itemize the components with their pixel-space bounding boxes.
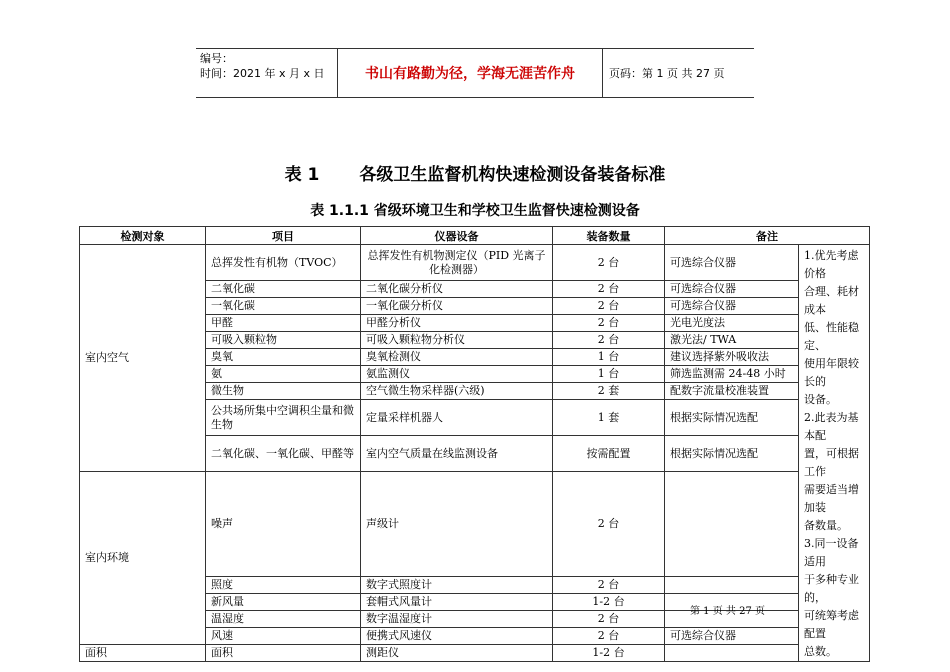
table-subtitle: 表 1.1.1 省级环境卫生和学校卫生监督快速检测设备: [310, 203, 640, 219]
note-line: 设备。: [804, 393, 837, 406]
table-row: [80, 645, 870, 662]
title-number: 表 1: [284, 165, 320, 185]
remark-cell: [665, 577, 799, 594]
remark-cell: 激光法/ TWA: [665, 332, 799, 349]
note-line: 置，可根据工作: [804, 447, 859, 478]
item-cell: 二氧化碳: [206, 281, 361, 298]
item-cell: 新风量: [206, 594, 361, 611]
item-cell: 可吸入颗粒物: [206, 332, 361, 349]
title-text: 各级卫生监督机构快速检测设备装备标准: [359, 165, 666, 185]
col-header-quantity: 装备数量: [553, 227, 665, 245]
quantity-cell: 2 套: [553, 383, 665, 400]
note-line: 总数。: [804, 645, 837, 658]
equipment-cell: 氨监测仪: [361, 366, 553, 383]
quantity-cell: 2 台: [553, 315, 665, 332]
table-row: [80, 472, 870, 577]
item-cell: 氨: [206, 366, 361, 383]
note-line: 1.优先考虑价格: [804, 249, 859, 280]
quantity-cell: 1-2 台: [553, 645, 665, 662]
table-header-row: [80, 227, 870, 245]
col-header-item: 项目: [206, 227, 361, 245]
quantity-cell: 1 套: [553, 400, 665, 436]
equipment-cell: 便携式风速仪: [361, 628, 553, 645]
equipment-cell: 声级计: [361, 472, 553, 577]
object-cell-area: 面积: [80, 645, 206, 662]
quantity-cell: 2 台: [553, 281, 665, 298]
document-title: [0, 160, 950, 185]
remark-cell: 可选综合仪器: [665, 281, 799, 298]
object-cell-indoor-environment: 室内环境: [80, 472, 206, 645]
object-cell-indoor-air: 室内空气: [80, 245, 206, 472]
quantity-cell: 2 台: [553, 628, 665, 645]
equipment-cell: 总挥发性有机物测定仪（PID 光离子化检测器）: [361, 245, 553, 281]
item-cell: 一氧化碳: [206, 298, 361, 315]
table-row: [80, 245, 870, 281]
note-line: 低、性能稳定、: [804, 321, 859, 352]
page-header: [196, 48, 754, 98]
code-label: 编号：: [200, 52, 233, 65]
remark-cell: 建议选择紫外吸收法: [665, 349, 799, 366]
col-header-object: 检测对象: [80, 227, 206, 245]
item-cell: 风速: [206, 628, 361, 645]
note-line: 备数量。: [804, 519, 848, 532]
note-line: 需要适当增加装: [804, 483, 859, 514]
quantity-cell: 1-2 台: [553, 594, 665, 611]
equipment-cell: 二氧化碳分析仪: [361, 281, 553, 298]
remark-cell: 可选综合仪器: [665, 245, 799, 281]
quantity-cell: 2 台: [553, 577, 665, 594]
equipment-cell: 定量采样机器人: [361, 400, 553, 436]
item-cell: 噪声: [206, 472, 361, 577]
note-line: 3.同一设备适用: [804, 537, 859, 568]
quantity-cell: 2 台: [553, 298, 665, 315]
item-cell: 温湿度: [206, 611, 361, 628]
col-header-remarks: 备注: [665, 227, 870, 245]
quantity-cell: 2 台: [553, 611, 665, 628]
item-cell: 面积: [206, 645, 361, 662]
quantity-cell: 2 台: [553, 245, 665, 281]
general-notes: [799, 245, 870, 662]
quantity-cell: 1 台: [553, 349, 665, 366]
header-page-label: 页码：第 1 页 共 27 页: [609, 67, 725, 80]
note-line: 使用年限较长的: [804, 357, 859, 388]
equipment-cell: 空气微生物采样器(六级): [361, 383, 553, 400]
remark-cell: 筛选监测需 24-48 小时: [665, 366, 799, 383]
equipment-cell: 一氧化碳分析仪: [361, 298, 553, 315]
note-line: 合理、耗材成本: [804, 285, 859, 316]
item-cell: 照度: [206, 577, 361, 594]
note-line: 于多种专业的，: [804, 573, 859, 604]
remark-cell: 光电光度法: [665, 315, 799, 332]
equipment-cell: 甲醛分析仪: [361, 315, 553, 332]
equipment-cell: 数字温湿度计: [361, 611, 553, 628]
remark-cell: [665, 645, 799, 662]
equipment-cell: 室内空气质量在线监测设备: [361, 436, 553, 472]
page-footer: 第 1 页 共 27 页: [690, 606, 765, 617]
equipment-cell: 臭氧检测仪: [361, 349, 553, 366]
equipment-table: [79, 226, 870, 662]
remark-cell: [665, 472, 799, 577]
equipment-cell: 数字式照度计: [361, 577, 553, 594]
item-cell: 二氧化碳、一氧化碳、甲醛等: [206, 436, 361, 472]
remark-cell: 配数字流量校准装置: [665, 383, 799, 400]
item-cell: 甲醛: [206, 315, 361, 332]
item-cell: 总挥发性有机物（TVOC）: [206, 245, 361, 281]
item-cell: 公共场所集中空调积尘量和微生物: [206, 400, 361, 436]
remark-cell: 可选综合仪器: [665, 298, 799, 315]
item-cell: 臭氧: [206, 349, 361, 366]
equipment-cell: 套帽式风量计: [361, 594, 553, 611]
equipment-cell: 测距仪: [361, 645, 553, 662]
header-meta: [196, 49, 338, 97]
note-line: 2.此表为基本配: [804, 411, 859, 442]
remark-cell: 根据实际情况选配: [665, 400, 799, 436]
remark-cell: 可选综合仪器: [665, 628, 799, 645]
note-line: 可统筹考虑配置: [804, 609, 859, 640]
equipment-cell: 可吸入颗粒物分析仪: [361, 332, 553, 349]
quantity-cell: 2 台: [553, 332, 665, 349]
remark-cell: 根据实际情况选配: [665, 436, 799, 472]
item-cell: 微生物: [206, 383, 361, 400]
date-label: 时间：2021 年 x 月 x 日: [200, 67, 325, 80]
quantity-cell: 按需配置: [553, 436, 665, 472]
header-motto: 书山有路勤为径，学海无涯苦作舟: [338, 49, 603, 97]
quantity-cell: 2 台: [553, 472, 665, 577]
col-header-equipment: 仪器设备: [361, 227, 553, 245]
quantity-cell: 1 台: [553, 366, 665, 383]
